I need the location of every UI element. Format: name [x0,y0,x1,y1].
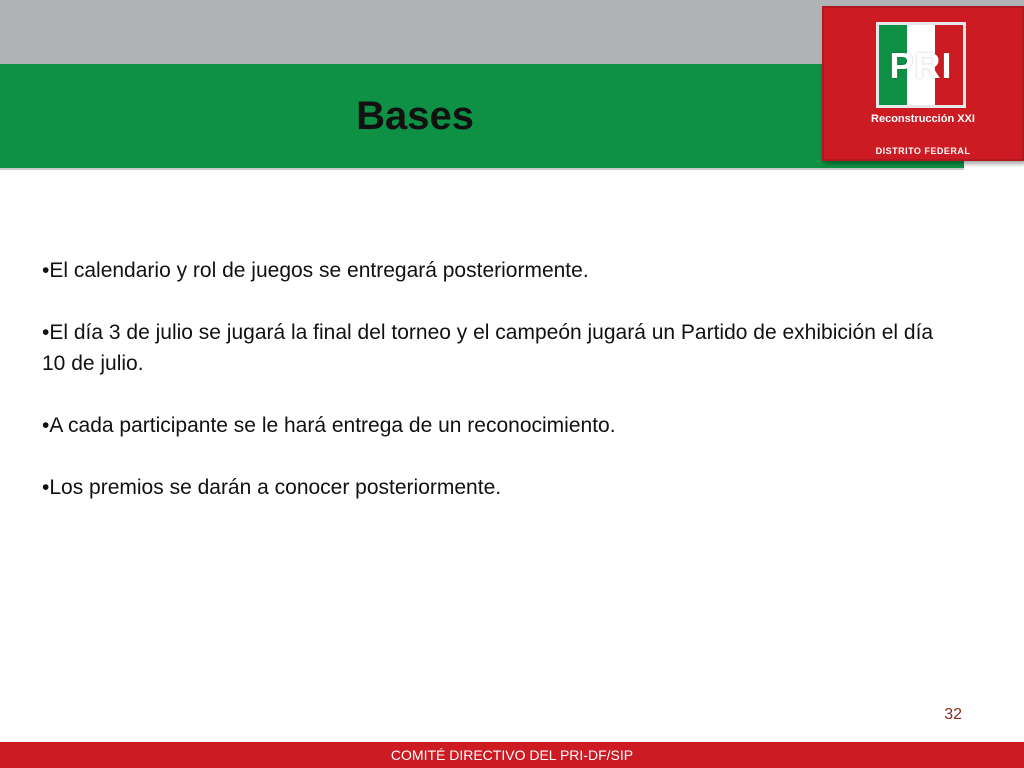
pri-logo [822,6,1024,161]
bullet-list [42,255,942,534]
header-divider [0,168,964,170]
slide-title: Bases [356,94,474,138]
pri-emblem-icon [876,22,966,108]
bullet-item: •El día 3 de julio se jugará la final del torneo y el campeón jugará un Partido de exhibición el día 10 de julio. [42,321,934,375]
bullet-item: •A cada participante se le hará entrega de un reconocimiento. [42,414,616,437]
bullet-item: •El calendario y rol de juegos se entregará posteriormente. [42,259,589,282]
logo-district: DISTRITO FEDERAL [875,146,971,156]
logo-tagline: Reconstrucción XXI [871,113,975,125]
footer-bar [0,742,1024,768]
bullet-item: •Los premios se darán a conocer posteriormente. [42,476,502,499]
footer-text: COMITÉ DIRECTIVO DEL PRI-DF/SIP [390,747,634,763]
emblem-letters: PRI [889,45,953,86]
slide-number: 32 [944,706,962,723]
